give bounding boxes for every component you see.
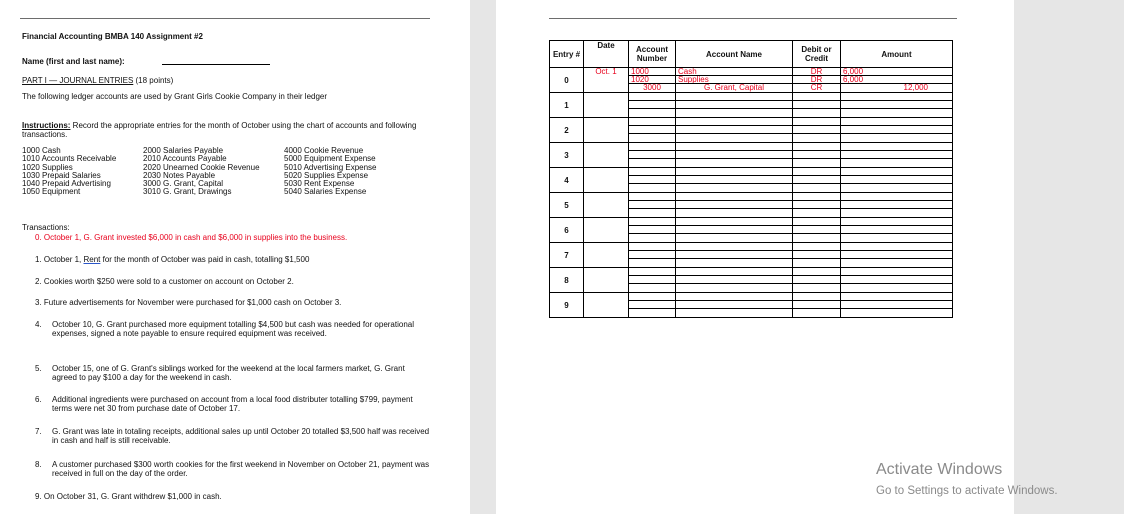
journal-line-field[interactable]: DR — [793, 68, 840, 76]
coa-item: 1040 Prepaid Advertising — [22, 179, 111, 189]
col-header-debit-credit: Debit or Credit — [793, 41, 841, 68]
journal-line-field[interactable] — [676, 93, 792, 101]
account-number-cell — [629, 118, 676, 143]
transaction-8 — [35, 460, 435, 478]
journal-line-field[interactable] — [793, 301, 840, 309]
debit-credit-cell — [793, 143, 841, 168]
journal-line-field[interactable] — [676, 118, 792, 126]
transaction-number: 3. — [35, 298, 42, 307]
journal-line-field[interactable]: 1000 — [629, 68, 675, 76]
amount-cell — [841, 68, 953, 93]
journal-line-field[interactable] — [793, 118, 840, 126]
amount-cell — [841, 243, 953, 268]
journal-line-field[interactable] — [841, 234, 952, 242]
journal-line-field[interactable] — [676, 184, 792, 192]
account-name-cell — [676, 118, 793, 143]
journal-line-field[interactable] — [629, 309, 675, 317]
journal-line-field[interactable] — [793, 209, 840, 217]
transaction-7 — [35, 427, 435, 445]
journal-line-field[interactable] — [676, 251, 792, 259]
journal-line-field[interactable] — [629, 109, 675, 117]
coa-item: 5010 Advertising Expense — [284, 162, 377, 172]
entry-date-cell[interactable] — [584, 218, 629, 243]
journal-entry-row — [550, 93, 953, 118]
journal-line-field[interactable] — [676, 176, 792, 184]
journal-line-field[interactable] — [629, 184, 675, 192]
transaction-text: October 1, G. Grant invested $6,000 in cash and $6,000 in supplies into the business. — [43, 233, 348, 242]
journal-line-field[interactable] — [676, 101, 792, 109]
journal-line-field[interactable] — [629, 218, 675, 226]
coa-item: 2020 Unearned Cookie Revenue — [143, 162, 260, 172]
debit-credit-cell — [793, 218, 841, 243]
coa-item: 2030 Notes Payable — [143, 170, 216, 180]
journal-line-field[interactable] — [841, 201, 952, 209]
journal-line-field[interactable] — [629, 93, 675, 101]
journal-entry-table — [549, 40, 953, 318]
watermark-title: Activate Windows — [876, 461, 1003, 478]
journal-line-field[interactable] — [841, 284, 952, 292]
journal-line-field[interactable] — [629, 151, 675, 159]
journal-line-field[interactable] — [841, 301, 952, 309]
header-rule — [20, 18, 430, 19]
col-header-date: Date — [584, 41, 629, 68]
entry-date-cell[interactable] — [584, 168, 629, 193]
journal-line-field[interactable] — [676, 193, 792, 201]
journal-line-field[interactable] — [841, 143, 952, 151]
account-name-cell — [676, 68, 793, 93]
journal-line-field[interactable] — [676, 284, 792, 292]
journal-line-field[interactable] — [629, 201, 675, 209]
debit-credit-cell — [793, 193, 841, 218]
journal-line-field[interactable] — [793, 234, 840, 242]
entry-number: 2 — [550, 118, 584, 143]
transaction-text: G. Grant was late in totaling receipts, additional sales up until October 20 totalled $3,500 half was received in cash and half is still receivable. — [52, 427, 430, 445]
transaction-text: Cookies worth $250 were sold to a customer on account on October 2. — [43, 277, 294, 286]
journal-entry-row — [550, 193, 953, 218]
col-header-account-name: Account Name — [676, 41, 793, 68]
entry-number: 4 — [550, 168, 584, 193]
transaction-number: 9. — [35, 492, 42, 501]
transaction-2 — [35, 277, 294, 286]
journal-line-field[interactable] — [841, 168, 952, 176]
journal-entry-row — [550, 268, 953, 293]
entry-number: 8 — [550, 268, 584, 293]
journal-line-field[interactable] — [793, 284, 840, 292]
coa-item: 1030 Prepaid Salaries — [22, 170, 101, 180]
entry-number: 5 — [550, 193, 584, 218]
account-name-cell — [676, 93, 793, 118]
account-name-cell — [676, 243, 793, 268]
journal-line-field[interactable]: G. Grant, Capital — [703, 84, 765, 92]
journal-line-field[interactable] — [629, 193, 675, 201]
journal-line-field[interactable]: 1020 — [629, 76, 675, 84]
entry-number: 9 — [550, 293, 584, 318]
account-number-cell — [629, 193, 676, 218]
transaction-number: 7. — [35, 427, 42, 436]
journal-line-field[interactable] — [629, 176, 675, 184]
coa-item: 2010 Accounts Payable — [143, 154, 227, 164]
journal-line-field[interactable] — [629, 209, 675, 217]
journal-line-field[interactable] — [629, 226, 675, 234]
coa-item: 1020 Supplies — [22, 162, 73, 172]
entry-number: 6 — [550, 218, 584, 243]
journal-line-field[interactable] — [629, 243, 675, 251]
amount-cell — [841, 143, 953, 168]
journal-line-field[interactable] — [841, 118, 952, 126]
entry-date-cell[interactable] — [584, 143, 629, 168]
journal-line-field[interactable] — [676, 109, 792, 117]
amount-cell — [841, 168, 953, 193]
journal-line-field[interactable] — [629, 101, 675, 109]
journal-line-field[interactable] — [793, 268, 840, 276]
entry-date-cell[interactable] — [584, 93, 629, 118]
entry-date-cell[interactable] — [584, 268, 629, 293]
journal-line-field[interactable] — [676, 168, 792, 176]
journal-line-field[interactable] — [841, 193, 952, 201]
transaction-text: October 15, one of G. Grant's siblings worked for the weekend at the local farmers market, G. Grant agreed to pay $100 a day for the weekend in cash. — [52, 364, 405, 382]
journal-line-field[interactable] — [841, 176, 952, 184]
journal-line-field[interactable] — [629, 293, 675, 301]
journal-line-field[interactable] — [629, 168, 675, 176]
journal-line-field[interactable]: DR — [793, 76, 840, 84]
debit-credit-cell — [793, 118, 841, 143]
name-label: Name (first and last name): — [22, 57, 125, 66]
chart-of-accounts-revenue-expense — [284, 147, 377, 197]
journal-line-field[interactable] — [793, 109, 840, 117]
entry-date-cell[interactable] — [584, 193, 629, 218]
journal-line-field[interactable] — [629, 276, 675, 284]
table-header-row — [550, 41, 953, 68]
account-name-cell — [676, 143, 793, 168]
journal-line-field[interactable] — [676, 143, 792, 151]
journal-line-field[interactable] — [629, 234, 675, 242]
entry-number: 0 — [550, 68, 584, 93]
part-heading — [22, 76, 173, 85]
debit-credit-cell — [793, 293, 841, 318]
journal-line-field[interactable] — [676, 209, 792, 217]
journal-line-field[interactable] — [676, 276, 792, 284]
journal-line-field[interactable]: Cash — [676, 68, 792, 76]
journal-line-field[interactable] — [841, 251, 952, 259]
part-points: (18 points) — [135, 76, 174, 85]
rent-link[interactable]: Rent — [83, 255, 101, 264]
entry-date-cell[interactable] — [584, 243, 629, 268]
journal-line-field[interactable]: 12,000 — [903, 84, 928, 92]
journal-line-field[interactable] — [793, 176, 840, 184]
journal-line-field[interactable] — [629, 268, 675, 276]
transaction-1 — [35, 255, 309, 264]
part-heading-text: PART I — JOURNAL ENTRIES — [22, 76, 134, 85]
transaction-text: Future advertisements for November were purchased for $1,000 cash on October 3. — [43, 298, 342, 307]
journal-line-field[interactable] — [676, 268, 792, 276]
assignment-title: Financial Accounting BMBA 140 Assignment #2 — [22, 32, 203, 41]
transaction-number: 0. — [35, 233, 42, 242]
journal-line-field[interactable] — [793, 134, 840, 142]
journal-line-field[interactable] — [793, 159, 840, 167]
journal-line-field[interactable] — [629, 301, 675, 309]
journal-line-field[interactable] — [841, 259, 952, 267]
account-number-cell — [629, 143, 676, 168]
debit-credit-cell — [793, 68, 841, 93]
coa-item: 1000 Cash — [22, 146, 61, 155]
account-name-cell — [676, 293, 793, 318]
transaction-number: 1. — [35, 255, 42, 264]
transaction-4 — [35, 320, 435, 338]
transaction-5 — [35, 364, 435, 382]
journal-line-field[interactable] — [676, 259, 792, 267]
journal-entry-row — [550, 118, 953, 143]
transaction-3 — [35, 298, 341, 307]
journal-line-field[interactable] — [841, 134, 952, 142]
entry-date-cell[interactable] — [584, 118, 629, 143]
journal-line-field[interactable] — [841, 218, 952, 226]
coa-item: 2000 Salaries Payable — [143, 146, 224, 155]
amount-cell — [841, 293, 953, 318]
coa-item: 5000 Equipment Expense — [284, 154, 376, 164]
intro-text: The following ledger accounts are used by Grant Girls Cookie Company in their ledger — [22, 92, 328, 101]
journal-line-field[interactable] — [793, 143, 840, 151]
coa-item: 3010 G. Grant, Drawings — [143, 187, 232, 197]
journal-line-field[interactable] — [793, 251, 840, 259]
chart-of-accounts-assets — [22, 147, 116, 197]
account-name-cell — [676, 193, 793, 218]
journal-line-field[interactable] — [676, 226, 792, 234]
coa-item: 4000 Cookie Revenue — [284, 146, 364, 155]
journal-line-field[interactable] — [793, 184, 840, 192]
journal-line-field[interactable] — [793, 309, 840, 317]
entry-number: 1 — [550, 93, 584, 118]
journal-line-field[interactable] — [793, 93, 840, 101]
coa-item: 1050 Equipment — [22, 187, 81, 197]
journal-line-field[interactable] — [793, 151, 840, 159]
debit-credit-cell — [793, 243, 841, 268]
journal-line-field[interactable] — [629, 251, 675, 259]
instructions-text: Record the appropriate entries for the month of October using the chart of accounts and following transactions. — [22, 121, 417, 139]
journal-line-field[interactable]: 6,000 — [841, 68, 952, 76]
journal-line-field[interactable] — [629, 118, 675, 126]
coa-item: 5040 Salaries Expense — [284, 187, 367, 197]
header-rule — [549, 18, 957, 19]
chart-of-accounts-liabilities — [143, 147, 260, 197]
coa-item: 3000 G. Grant, Capital — [143, 179, 224, 189]
journal-line-field[interactable] — [841, 268, 952, 276]
entry-number: 7 — [550, 243, 584, 268]
journal-line-field[interactable] — [793, 243, 840, 251]
entry-date[interactable]: Oct. 1 — [595, 68, 617, 76]
transaction-number: 6. — [35, 395, 42, 404]
activate-windows-watermark — [876, 461, 1058, 498]
transaction-number: 5. — [35, 364, 42, 373]
journal-line-field[interactable] — [676, 159, 792, 167]
account-number-cell — [629, 243, 676, 268]
transaction-text: On October 31, G. Grant withdrew $1,000 in cash. — [43, 492, 222, 501]
amount-cell — [841, 118, 953, 143]
journal-line-field[interactable] — [793, 293, 840, 301]
transaction-text: October 10, G. Grant purchased more equipment totalling $4,500 but cash was needed for operational expenses, signed a note payable to ensure required equipment was received. — [52, 320, 414, 338]
journal-line-field[interactable]: 6,000 — [841, 76, 952, 84]
journal-entry-row — [550, 293, 953, 318]
account-number-cell — [629, 168, 676, 193]
scroll-margin — [1014, 0, 1124, 514]
journal-line-field[interactable] — [676, 234, 792, 242]
journal-line-field[interactable] — [793, 259, 840, 267]
journal-line-field[interactable] — [841, 226, 952, 234]
coa-item: 5030 Rent Expense — [284, 179, 355, 189]
journal-line-field[interactable] — [793, 126, 840, 134]
journal-line-field[interactable] — [629, 143, 675, 151]
amount-cell — [841, 218, 953, 243]
debit-credit-cell — [793, 268, 841, 293]
col-header-account-number: Account Number — [629, 41, 676, 68]
journal-line-field[interactable] — [676, 134, 792, 142]
coa-item: 5020 Supplies Expense — [284, 170, 369, 180]
debit-credit-cell — [793, 93, 841, 118]
transaction-text: A customer purchased $300 worth cookies for the first weekend in November on October 21, payment was received in full on the day of the order. — [52, 460, 430, 478]
transactions-label: Transactions: — [22, 223, 70, 232]
account-number-cell — [629, 218, 676, 243]
journal-entry-row — [550, 168, 953, 193]
journal-line-field[interactable] — [841, 293, 952, 301]
journal-line-field[interactable] — [629, 259, 675, 267]
transaction-6 — [35, 395, 435, 413]
account-name-cell — [676, 218, 793, 243]
entry-date-cell[interactable] — [584, 293, 629, 318]
debit-credit-cell — [793, 168, 841, 193]
journal-line-field[interactable] — [676, 218, 792, 226]
watermark-subtitle: Go to Settings to activate Windows. — [876, 485, 1058, 497]
transaction-text-post: for the month of October was paid in cash, totalling $1,500 — [100, 255, 310, 264]
transaction-0 — [35, 233, 347, 242]
journal-line-field[interactable]: CR — [810, 84, 823, 92]
journal-line-field[interactable]: 3000 — [643, 84, 661, 92]
journal-line-field[interactable] — [676, 201, 792, 209]
journal-line-field[interactable] — [793, 276, 840, 284]
journal-line-field[interactable] — [841, 276, 952, 284]
journal-entry-row — [550, 143, 953, 168]
journal-line-field[interactable] — [676, 309, 792, 317]
journal-line-field[interactable] — [629, 134, 675, 142]
journal-line-field[interactable] — [841, 209, 952, 217]
journal-line-field[interactable] — [676, 126, 792, 134]
journal-line-field[interactable] — [841, 126, 952, 134]
journal-line-field[interactable] — [841, 101, 952, 109]
journal-line-field[interactable] — [793, 101, 840, 109]
journal-line-field[interactable] — [676, 151, 792, 159]
journal-line-field[interactable] — [629, 284, 675, 292]
journal-line-field[interactable] — [793, 193, 840, 201]
journal-line-field[interactable] — [793, 226, 840, 234]
journal-line-field[interactable] — [629, 159, 675, 167]
col-header-amount: Amount — [841, 41, 953, 68]
journal-line-field[interactable] — [841, 184, 952, 192]
journal-entry-row — [550, 218, 953, 243]
amount-cell — [841, 193, 953, 218]
account-number-cell — [629, 268, 676, 293]
account-number-cell — [629, 68, 676, 93]
name-underline[interactable] — [162, 64, 270, 65]
transaction-number: 8. — [35, 460, 42, 469]
journal-line-field[interactable] — [793, 201, 840, 209]
journal-line-field[interactable] — [676, 301, 792, 309]
instructions-label: Instructions: — [22, 121, 71, 130]
entry-number: 3 — [550, 143, 584, 168]
journal-line-field[interactable] — [841, 109, 952, 117]
amount-cell — [841, 268, 953, 293]
account-name-cell — [676, 268, 793, 293]
transaction-number: 2. — [35, 277, 42, 286]
journal-line-field[interactable] — [841, 159, 952, 167]
transaction-9 — [35, 492, 222, 501]
journal-line-field[interactable]: Supplies — [676, 76, 792, 84]
coa-item: 1010 Accounts Receivable — [22, 154, 117, 164]
journal-line-field[interactable] — [676, 293, 792, 301]
journal-entry-row — [550, 243, 953, 268]
col-header-entry: Entry # — [550, 41, 584, 68]
transaction-number: 4. — [35, 320, 42, 329]
journal-line-field[interactable] — [793, 168, 840, 176]
transaction-text: Additional ingredients were purchased on account from a local food distributer totalling $799, payment terms were net 30 from purchase date of October 17. — [52, 395, 413, 413]
journal-line-field[interactable] — [841, 309, 952, 317]
document-page-left — [0, 0, 470, 514]
journal-entry-row — [550, 68, 953, 93]
journal-line-field[interactable] — [629, 126, 675, 134]
account-name-cell — [676, 168, 793, 193]
account-number-cell — [629, 293, 676, 318]
journal-line-field[interactable] — [841, 93, 952, 101]
journal-line-field[interactable] — [676, 243, 792, 251]
amount-cell — [841, 93, 953, 118]
entry-date-cell[interactable] — [584, 68, 629, 93]
transaction-text-pre: October 1, — [43, 255, 84, 264]
journal-line-field[interactable] — [841, 151, 952, 159]
instructions — [22, 121, 432, 139]
account-number-cell — [629, 93, 676, 118]
journal-line-field[interactable] — [841, 243, 952, 251]
journal-line-field[interactable] — [793, 218, 840, 226]
